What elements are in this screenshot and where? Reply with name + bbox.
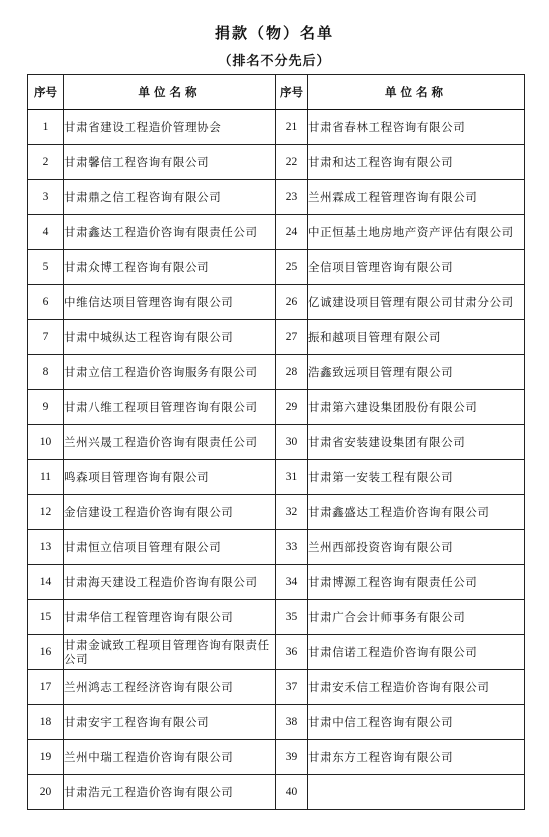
table-row	[28, 530, 525, 565]
organization-name-left: 甘肃华信工程管理咨询有限公司	[64, 600, 276, 635]
organization-name-left: 甘肃恒立信项目管理有限公司	[64, 530, 276, 565]
table-row	[28, 320, 525, 355]
organization-name-left: 兰州鸿志工程经济咨询有限公司	[64, 670, 276, 705]
organization-name-right: 甘肃第六建设集团股份有限公司	[308, 390, 525, 425]
row-number-left: 2	[28, 145, 64, 180]
row-number-right: 21	[276, 110, 308, 145]
table-row	[28, 565, 525, 600]
organization-name-left: 甘肃立信工程造价咨询服务有限公司	[64, 355, 276, 390]
row-number-right: 32	[276, 495, 308, 530]
table-row	[28, 670, 525, 705]
header-no-right: 序号	[276, 75, 308, 110]
table-row	[28, 600, 525, 635]
table-row	[28, 355, 525, 390]
row-number-left: 16	[28, 635, 64, 670]
header-no-left: 序号	[28, 75, 64, 110]
organization-name-right: 甘肃鑫盛达工程造价咨询有限公司	[308, 495, 525, 530]
organization-name-left: 兰州兴晟工程造价咨询有限责任公司	[64, 425, 276, 460]
organization-name-right: 中正恒基土地房地产资产评估有限公司	[308, 215, 525, 250]
row-number-right: 40	[276, 775, 308, 810]
organization-name-left: 甘肃省建设工程造价管理协会	[64, 110, 276, 145]
row-number-left: 9	[28, 390, 64, 425]
table-row	[28, 215, 525, 250]
header-name-right: 单位名称	[308, 75, 525, 110]
organization-name-left: 中维信达项目管理咨询有限公司	[64, 285, 276, 320]
row-number-left: 14	[28, 565, 64, 600]
organization-name-left: 甘肃金诚致工程项目管理咨询有限责任公司	[64, 635, 276, 670]
row-number-left: 17	[28, 670, 64, 705]
row-number-right: 37	[276, 670, 308, 705]
organization-name-left: 金信建设工程造价咨询有限公司	[64, 495, 276, 530]
organization-name-right	[308, 775, 525, 810]
row-number-right: 31	[276, 460, 308, 495]
table-row	[28, 285, 525, 320]
row-number-left: 19	[28, 740, 64, 775]
organization-name-left: 甘肃安宇工程咨询有限公司	[64, 705, 276, 740]
organization-name-left: 甘肃鼎之信工程咨询有限公司	[64, 180, 276, 215]
organization-name-right: 浩鑫致远项目管理有限公司	[308, 355, 525, 390]
row-number-right: 24	[276, 215, 308, 250]
table-row	[28, 635, 525, 670]
row-number-right: 34	[276, 565, 308, 600]
row-number-right: 30	[276, 425, 308, 460]
row-number-left: 6	[28, 285, 64, 320]
row-number-left: 13	[28, 530, 64, 565]
row-number-left: 18	[28, 705, 64, 740]
table-row	[28, 775, 525, 810]
organization-name-right: 甘肃省春林工程咨询有限公司	[308, 110, 525, 145]
table-row	[28, 145, 525, 180]
organization-name-right: 甘肃和达工程咨询有限公司	[308, 145, 525, 180]
organization-name-right: 兰州西部投资咨询有限公司	[308, 530, 525, 565]
document-title: 捐款（物）名单	[214, 24, 334, 42]
organization-name-right: 全信项目管理咨询有限公司	[308, 250, 525, 285]
row-number-left: 10	[28, 425, 64, 460]
organization-name-left: 甘肃海天建设工程造价咨询有限公司	[64, 565, 276, 600]
organization-name-left: 甘肃鑫达工程造价咨询有限责任公司	[64, 215, 276, 250]
row-number-left: 4	[28, 215, 64, 250]
row-number-right: 25	[276, 250, 308, 285]
organization-name-left: 甘肃浩元工程造价咨询有限公司	[64, 775, 276, 810]
table-row	[28, 180, 525, 215]
organization-name-right: 甘肃省安装建设集团有限公司	[308, 425, 525, 460]
row-number-right: 22	[276, 145, 308, 180]
document-subtitle: （排名不分先后）	[218, 54, 331, 69]
row-number-left: 11	[28, 460, 64, 495]
organization-name-right: 甘肃安禾信工程造价咨询有限公司	[308, 670, 525, 705]
organization-name-right: 振和越项目管理有限公司	[308, 320, 525, 355]
table-body	[28, 110, 525, 810]
header-name-left: 单位名称	[64, 75, 276, 110]
table-row	[28, 495, 525, 530]
donor-table	[27, 74, 525, 810]
row-number-left: 3	[28, 180, 64, 215]
organization-name-right: 亿诚建设项目管理有限公司甘肃分公司	[308, 285, 525, 320]
organization-name-left: 甘肃众博工程咨询有限公司	[64, 250, 276, 285]
row-number-right: 28	[276, 355, 308, 390]
row-number-left: 15	[28, 600, 64, 635]
row-number-right: 33	[276, 530, 308, 565]
organization-name-right: 甘肃信诺工程造价咨询有限公司	[308, 635, 525, 670]
organization-name-right: 甘肃中信工程咨询有限公司	[308, 705, 525, 740]
table-row	[28, 460, 525, 495]
table-row	[28, 390, 525, 425]
row-number-right: 26	[276, 285, 308, 320]
table-row	[28, 425, 525, 460]
organization-name-right: 兰州霖成工程管理咨询有限公司	[308, 180, 525, 215]
organization-name-left: 甘肃馨信工程咨询有限公司	[64, 145, 276, 180]
row-number-right: 35	[276, 600, 308, 635]
organization-name-right: 甘肃广合会计师事务有限公司	[308, 600, 525, 635]
organization-name-left: 甘肃八维工程项目管理咨询有限公司	[64, 390, 276, 425]
row-number-right: 29	[276, 390, 308, 425]
row-number-left: 7	[28, 320, 64, 355]
table-row	[28, 250, 525, 285]
table-row	[28, 740, 525, 775]
organization-name-left: 鸣森项目管理咨询有限公司	[64, 460, 276, 495]
row-number-left: 20	[28, 775, 64, 810]
organization-name-right: 甘肃东方工程咨询有限公司	[308, 740, 525, 775]
row-number-right: 39	[276, 740, 308, 775]
organization-name-left: 兰州中瑞工程造价咨询有限公司	[64, 740, 276, 775]
table-row	[28, 705, 525, 740]
organization-name-right: 甘肃博源工程咨询有限责任公司	[308, 565, 525, 600]
row-number-right: 23	[276, 180, 308, 215]
row-number-left: 5	[28, 250, 64, 285]
row-number-right: 38	[276, 705, 308, 740]
row-number-right: 36	[276, 635, 308, 670]
row-number-left: 8	[28, 355, 64, 390]
organization-name-left: 甘肃中城纵达工程咨询有限公司	[64, 320, 276, 355]
row-number-left: 12	[28, 495, 64, 530]
row-number-right: 27	[276, 320, 308, 355]
table-row	[28, 110, 525, 145]
organization-name-right: 甘肃第一安装工程有限公司	[308, 460, 525, 495]
table-header-row	[28, 75, 525, 110]
row-number-left: 1	[28, 110, 64, 145]
